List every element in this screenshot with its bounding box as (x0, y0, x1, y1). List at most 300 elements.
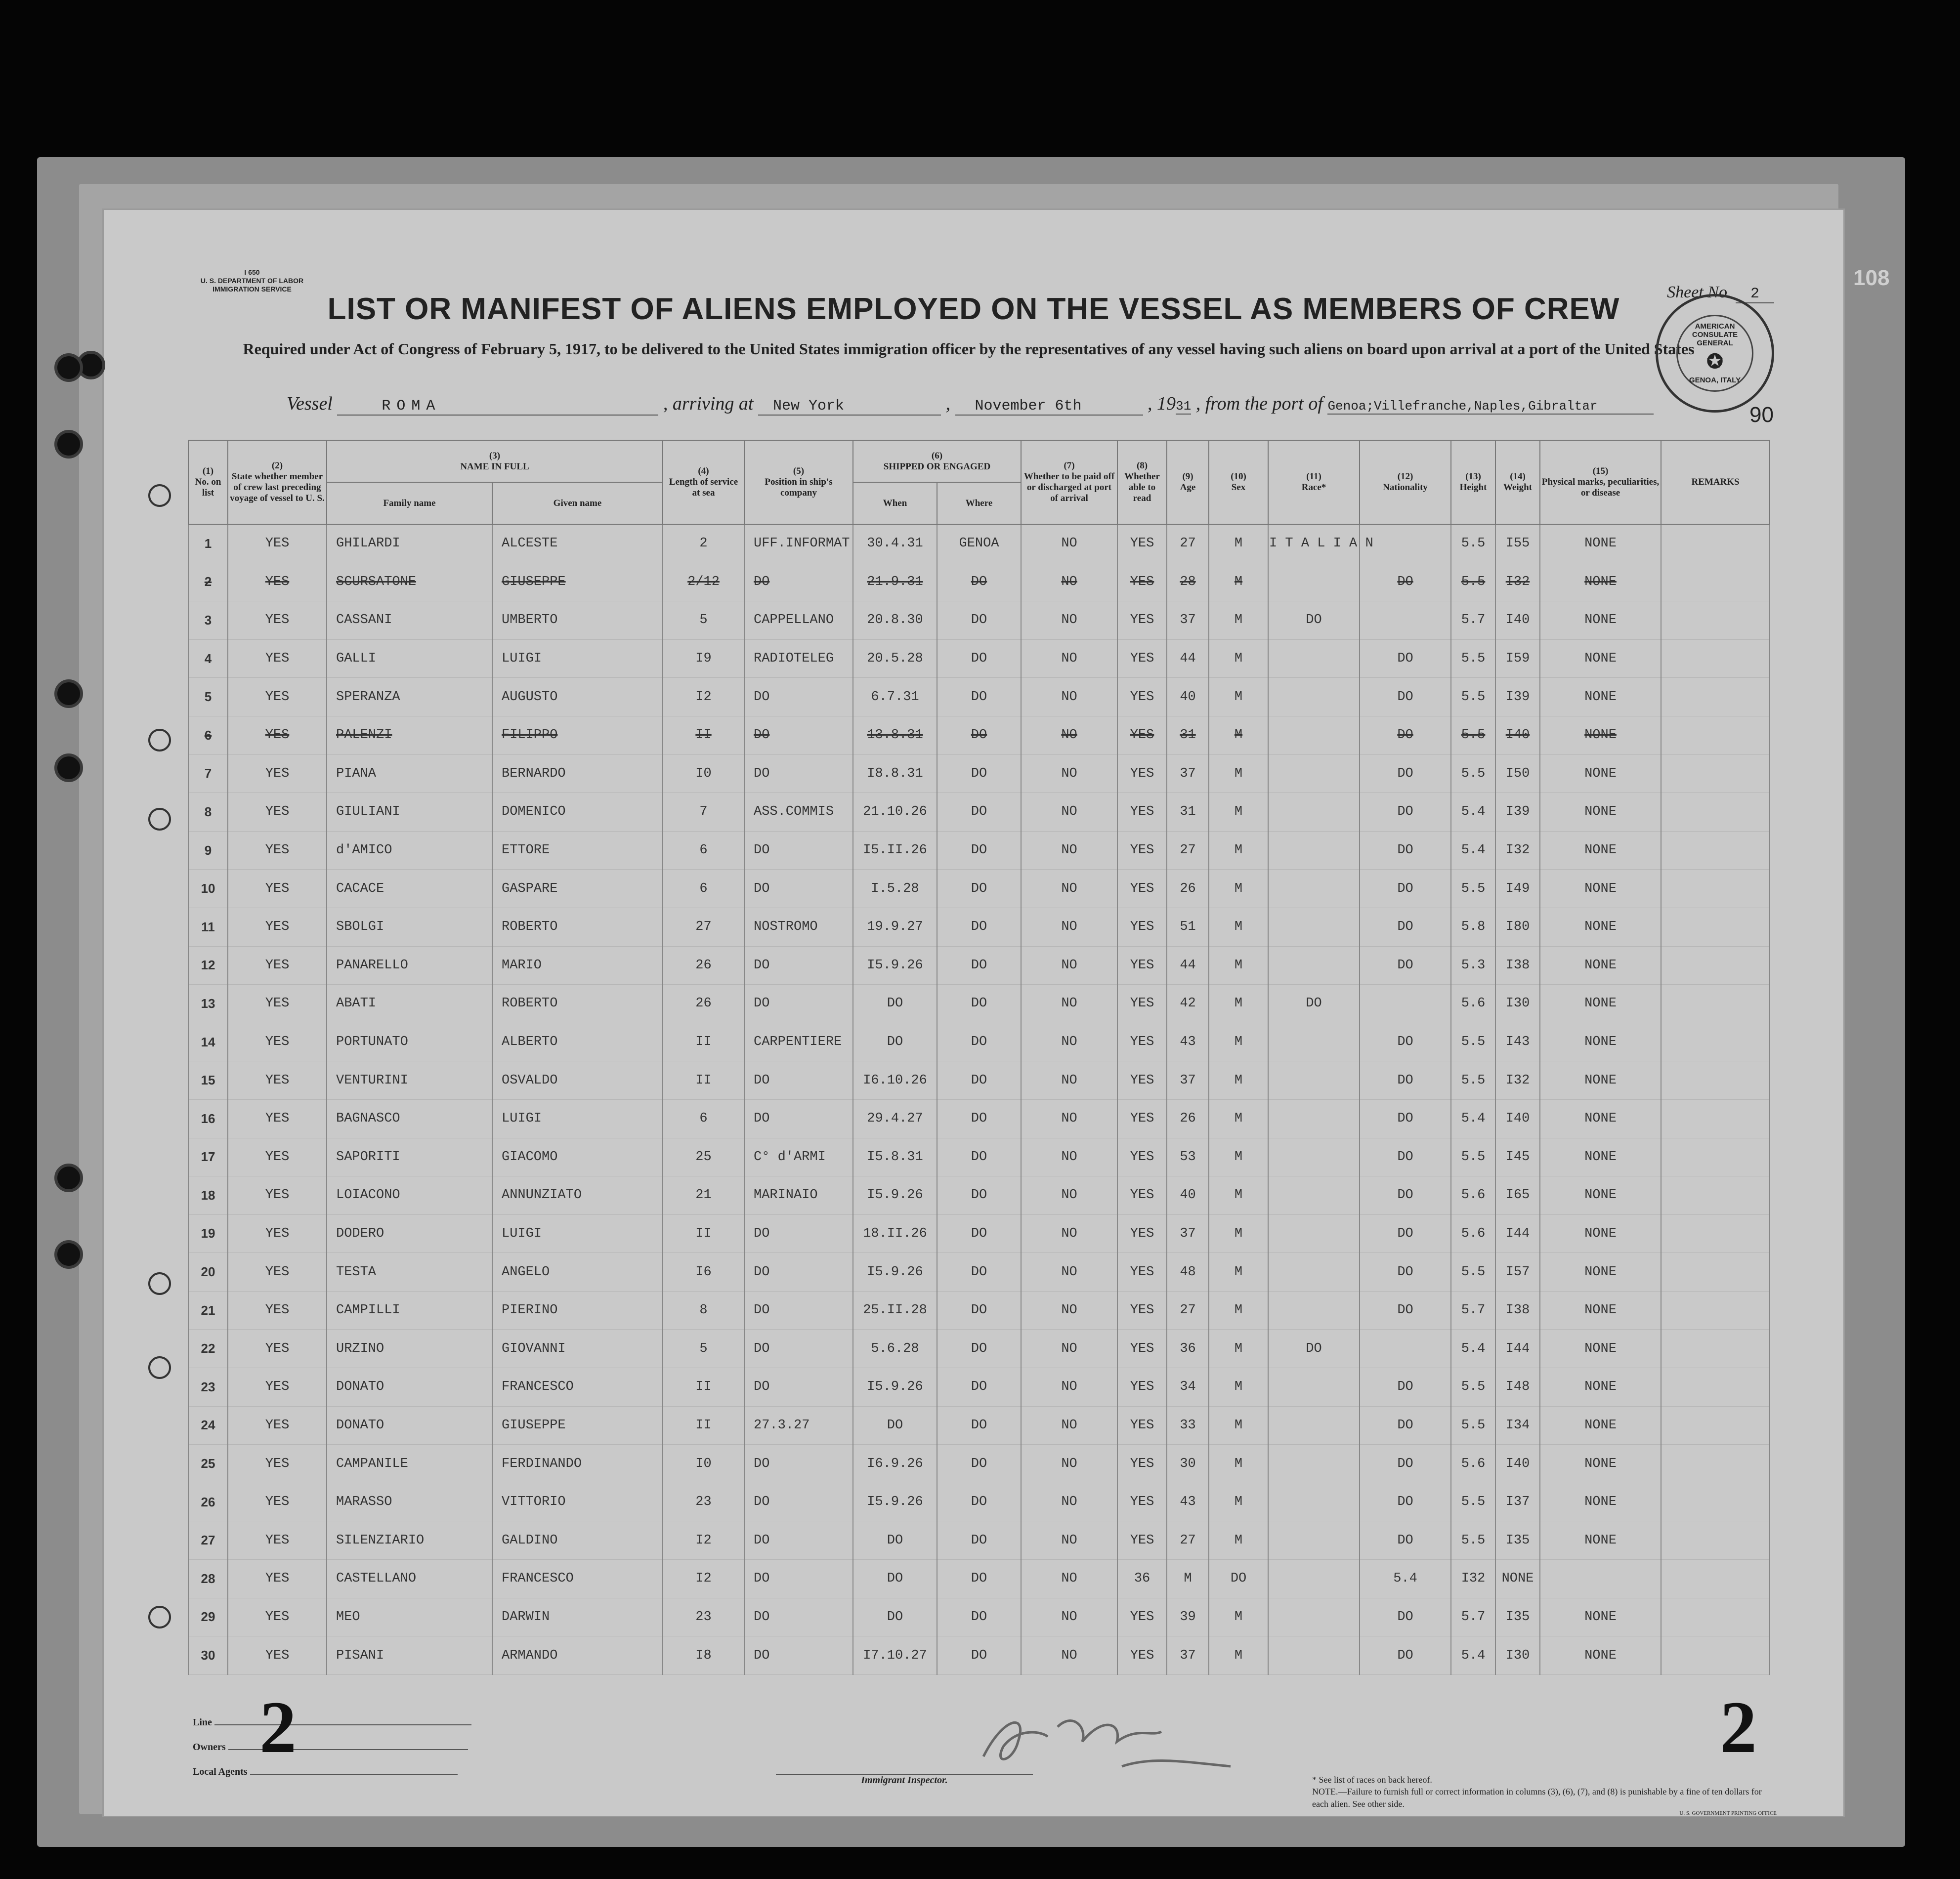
race-cell (1268, 563, 1360, 601)
shipped-where-cell: DO (937, 678, 1021, 716)
binder-hole (54, 679, 83, 708)
physical-marks-cell: NONE (1540, 1023, 1661, 1061)
remarks-cell (1661, 1598, 1770, 1636)
table-row (188, 1636, 1770, 1675)
position-cell: DO (744, 985, 853, 1023)
position-cell: DO (744, 678, 853, 716)
sex-cell: M (1209, 1176, 1268, 1215)
height-cell: 5.6 (1451, 1176, 1495, 1215)
family-name-cell: CASSANI (327, 601, 492, 640)
service-length-cell: II (663, 1368, 744, 1407)
height-cell: 5.5 (1451, 563, 1495, 601)
paid-off-cell: NO (1021, 639, 1117, 678)
binder-hole (54, 1164, 83, 1192)
family-name-cell: GHILARDI (327, 524, 492, 563)
col-weight-header: (14) Weight (1495, 440, 1540, 524)
sex-cell: M (1209, 678, 1268, 716)
row-number: 10 (188, 870, 228, 908)
age-cell: 37 (1167, 1214, 1209, 1253)
weight-cell: I32 (1495, 831, 1540, 870)
from-port-label: , from the port of (1195, 393, 1323, 414)
paid-off-cell: NO (1021, 1483, 1117, 1521)
service-length-cell: 23 (663, 1483, 744, 1521)
shipped-where-cell: DO (937, 1099, 1021, 1138)
position-cell: DO (744, 870, 853, 908)
family-name-cell: PIANA (327, 754, 492, 793)
table-row (188, 678, 1770, 716)
sex-cell: M (1209, 1061, 1268, 1100)
family-name-cell: SPERANZA (327, 678, 492, 716)
race-cell: DO (1268, 601, 1360, 640)
service-length-cell: I0 (663, 1445, 744, 1483)
weight-cell: I39 (1495, 793, 1540, 832)
department-name: U. S. DEPARTMENT OF LABOR (200, 276, 304, 285)
weight-cell: I44 (1495, 1330, 1540, 1368)
family-name-cell: CAMPILLI (327, 1291, 492, 1330)
sex-cell: M (1209, 1636, 1268, 1675)
shipped-when-cell: I5.II.26 (853, 831, 937, 870)
nationality-cell: DO (1360, 716, 1451, 754)
prev-voyage-cell: YES (228, 1253, 327, 1292)
prev-voyage-cell: YES (228, 1330, 327, 1368)
race-cell (1268, 754, 1360, 793)
paid-off-cell: NO (1021, 1023, 1117, 1061)
shipped-when-cell: I5.9.26 (853, 1368, 937, 1407)
shipped-where-cell: DO (937, 1214, 1021, 1253)
nationality-cell: DO (1360, 793, 1451, 832)
race-cell (1268, 1176, 1360, 1215)
row-number: 15 (188, 1061, 228, 1100)
weight-cell: I80 (1495, 908, 1540, 946)
nationality-cell (1360, 985, 1451, 1023)
age-cell: 37 (1167, 1061, 1209, 1100)
form-number: I 650 (244, 268, 260, 276)
row-number: 25 (188, 1445, 228, 1483)
service-length-cell: I8 (663, 1636, 744, 1675)
position-cell: DO (744, 1253, 853, 1292)
row-number: 29 (188, 1598, 228, 1636)
table-row (188, 524, 1770, 563)
able-to-read-cell: YES (1117, 1521, 1167, 1560)
weight-cell: I39 (1495, 678, 1540, 716)
shipped-where-cell: DO (937, 1368, 1021, 1407)
paid-off-cell: NO (1021, 678, 1117, 716)
row-number: 14 (188, 1023, 228, 1061)
shipped-where-cell: DO (937, 1521, 1021, 1560)
nationality-cell: DO (1360, 1368, 1451, 1407)
age-cell: 42 (1167, 985, 1209, 1023)
height-cell: 5.4 (1451, 831, 1495, 870)
position-cell: DO (744, 1483, 853, 1521)
family-name-cell: PISANI (327, 1636, 492, 1675)
shipped-when-cell: I.5.28 (853, 870, 937, 908)
paid-off-cell: NO (1021, 1598, 1117, 1636)
height-cell: 5.3 (1451, 946, 1495, 985)
position-cell: C° d'ARMI (744, 1138, 853, 1176)
service-length-cell: 21 (663, 1176, 744, 1215)
height-cell: 5.5 (1451, 1368, 1495, 1407)
page-title: LIST OR MANIFEST OF ALIENS EMPLOYED ON THE VESSEL AS MEMBERS OF CREW (327, 292, 1620, 326)
weight-cell: I44 (1495, 1214, 1540, 1253)
weight-cell: I40 (1495, 601, 1540, 640)
service-length-cell: 6 (663, 870, 744, 908)
physical-marks-cell: NONE (1540, 678, 1661, 716)
age-cell: 28 (1167, 563, 1209, 601)
punch-ring (148, 1272, 171, 1295)
nationality-cell: DO (1360, 1253, 1451, 1292)
nationality-cell (1360, 601, 1451, 640)
col-position-header: (5) Position in ship's company (744, 440, 853, 524)
prev-voyage-cell: YES (228, 1099, 327, 1138)
height-cell: 5.5 (1451, 1253, 1495, 1292)
service-length-cell: 5 (663, 601, 744, 640)
remarks-cell (1661, 1253, 1770, 1292)
race-cell: DO (1268, 1330, 1360, 1368)
printer-mark: U. S. GOVERNMENT PRINTING OFFICE (1679, 1810, 1777, 1816)
height-cell: 5.4 (1451, 1099, 1495, 1138)
remarks-cell (1661, 1445, 1770, 1483)
table-row (188, 1521, 1770, 1560)
col-height-header: (13) Height (1451, 440, 1495, 524)
height-cell: 5.7 (1451, 1598, 1495, 1636)
height-cell: 5.5 (1451, 1483, 1495, 1521)
row-number: 4 (188, 639, 228, 678)
able-to-read-cell: YES (1117, 1176, 1167, 1215)
given-name-cell: ROBERTO (492, 908, 663, 946)
service-length-cell: I2 (663, 1521, 744, 1560)
col-age-header: (9) Age (1167, 440, 1209, 524)
physical-marks-cell: NONE (1540, 985, 1661, 1023)
position-cell: DO (744, 563, 853, 601)
paid-off-cell: NO (1021, 754, 1117, 793)
height-cell: 5.5 (1451, 1061, 1495, 1100)
family-name-cell: LOIACONO (327, 1176, 492, 1215)
service-length-cell: I2 (663, 1560, 744, 1598)
given-name-cell: LUIGI (492, 1214, 663, 1253)
race-cell: DO (1268, 985, 1360, 1023)
remarks-cell (1661, 524, 1770, 563)
race-cell (1268, 678, 1360, 716)
able-to-read-cell: YES (1117, 1330, 1167, 1368)
age-cell: 37 (1167, 1636, 1209, 1675)
table-row (188, 601, 1770, 640)
row-number: 21 (188, 1291, 228, 1330)
race-cell (1268, 1368, 1360, 1407)
remarks-cell (1661, 1483, 1770, 1521)
race-cell (1268, 1253, 1360, 1292)
shipped-where-cell: DO (937, 1176, 1021, 1215)
binder-hole (54, 353, 83, 382)
weight-cell: I40 (1495, 1445, 1540, 1483)
shipped-where-cell: DO (937, 908, 1021, 946)
col-remarks-header: REMARKS (1661, 440, 1770, 524)
service-length-cell: 2 (663, 524, 744, 563)
family-name-cell: SILENZIARIO (327, 1521, 492, 1560)
weight-cell: I43 (1495, 1023, 1540, 1061)
table-row (188, 946, 1770, 985)
given-name-cell: PIERINO (492, 1291, 663, 1330)
table-row (188, 1560, 1770, 1598)
shipped-when-cell: 25.II.28 (853, 1291, 937, 1330)
row-number: 1 (188, 524, 228, 563)
table-row (188, 1061, 1770, 1100)
race-cell (1268, 1291, 1360, 1330)
shipped-where-cell: DO (937, 1483, 1021, 1521)
height-cell: 5.5 (1451, 1406, 1495, 1445)
remarks-cell (1661, 1023, 1770, 1061)
age-cell: 34 (1167, 1368, 1209, 1407)
row-number: 28 (188, 1560, 228, 1598)
remarks-cell (1661, 1099, 1770, 1138)
position-cell: DO (744, 754, 853, 793)
able-to-read-cell: YES (1117, 985, 1167, 1023)
departure-ports: Genoa;Villefranche,Naples,Gibraltar (1327, 399, 1654, 415)
remarks-cell (1661, 946, 1770, 985)
paid-off-cell: NO (1021, 908, 1117, 946)
shipped-where-cell: DO (937, 1406, 1021, 1445)
remarks-cell (1661, 1138, 1770, 1176)
service-length-cell: II (663, 1061, 744, 1100)
race-cell (1268, 1406, 1360, 1445)
shipped-where-cell: DO (937, 1291, 1021, 1330)
nationality-cell: DO (1360, 1138, 1451, 1176)
able-to-read-cell: YES (1117, 870, 1167, 908)
service-length-cell: 2/12 (663, 563, 744, 601)
arrival-date: November 6th (955, 398, 1143, 416)
given-name-cell: ALCESTE (492, 524, 663, 563)
footnote-fine: NOTE.—Failure to furnish full or correct information in columns (3), (6), (7), and (8) is punishable by a fine of ten dollars for each alien. See other side. (1312, 1787, 1762, 1809)
remarks-cell (1661, 1521, 1770, 1560)
consulate-seal (1656, 294, 1774, 413)
table-header (188, 440, 1770, 524)
physical-marks-cell: NONE (1540, 946, 1661, 985)
remarks-cell (1661, 716, 1770, 754)
position-cell: RADIOTELEG (744, 639, 853, 678)
able-to-read-cell: YES (1117, 946, 1167, 985)
nationality-cell: DO (1360, 1406, 1451, 1445)
age-cell: 33 (1167, 1406, 1209, 1445)
height-cell: 5.5 (1451, 639, 1495, 678)
sex-cell: M (1209, 1368, 1268, 1407)
seal-top-text: AMERICAN CONSULATE GENERAL (1692, 322, 1738, 347)
sex-cell: M (1209, 1291, 1268, 1330)
shipped-when-cell: DO (853, 1560, 937, 1598)
nationality-cell: DO (1360, 1176, 1451, 1215)
col-read-header: (8) Whether able to read (1117, 440, 1167, 524)
nationality-cell: DO (1360, 678, 1451, 716)
position-cell: DO (744, 1099, 853, 1138)
physical-marks-cell: NONE (1540, 870, 1661, 908)
physical-marks-cell: NONE (1540, 1368, 1661, 1407)
physical-marks-cell: NONE (1540, 563, 1661, 601)
physical-marks-cell: NONE (1540, 1445, 1661, 1483)
race-cell (1268, 1445, 1360, 1483)
shipped-where-cell: DO (937, 1445, 1021, 1483)
row-number: 30 (188, 1636, 228, 1675)
able-to-read-cell: 36 (1117, 1560, 1167, 1598)
shipped-when-cell: DO (853, 1023, 937, 1061)
able-to-read-cell: YES (1117, 639, 1167, 678)
remarks-cell (1661, 1368, 1770, 1407)
row-number: 26 (188, 1483, 228, 1521)
height-cell: 5.5 (1451, 678, 1495, 716)
position-cell: 27.3.27 (744, 1406, 853, 1445)
binder-hole (54, 430, 83, 459)
given-name-cell: ALBERTO (492, 1023, 663, 1061)
given-name-cell: LUIGI (492, 1099, 663, 1138)
footnote (1312, 1774, 1777, 1817)
table-row (188, 1023, 1770, 1061)
crew-rows (188, 524, 1770, 1674)
race-cell (1268, 1521, 1360, 1560)
table-row (188, 831, 1770, 870)
nationality-cell: DO (1360, 563, 1451, 601)
prev-voyage-cell: YES (228, 1176, 327, 1215)
sex-cell: M (1209, 793, 1268, 832)
shipped-when-cell: DO (853, 1598, 937, 1636)
nationality-cell: DO (1360, 754, 1451, 793)
prev-voyage-cell: YES (228, 1483, 327, 1521)
nationality-cell: DO (1360, 1023, 1451, 1061)
paid-off-cell: NO (1021, 601, 1117, 640)
prev-voyage-cell: YES (228, 985, 327, 1023)
shipped-where-cell: GENOA (937, 524, 1021, 563)
sex-cell: M (1209, 1330, 1268, 1368)
row-number: 12 (188, 946, 228, 985)
able-to-read-cell: YES (1117, 678, 1167, 716)
able-to-read-cell: YES (1117, 1368, 1167, 1407)
shipped-when-cell: 13.8.31 (853, 716, 937, 754)
able-to-read-cell: YES (1117, 1483, 1167, 1521)
weight-cell: I50 (1495, 754, 1540, 793)
paid-off-cell: NO (1021, 870, 1117, 908)
weight-cell: I30 (1495, 985, 1540, 1023)
shipped-when-cell: 30.4.31 (853, 524, 937, 563)
agents-field: Local Agents (193, 1766, 458, 1778)
physical-marks-cell: NONE (1540, 716, 1661, 754)
paid-off-cell: NO (1021, 946, 1117, 985)
nationality-cell (1360, 1330, 1451, 1368)
able-to-read-cell: YES (1117, 831, 1167, 870)
height-cell: 5.5 (1451, 1521, 1495, 1560)
col-prev-voyage-header: (2) State whether member of crew last preceding voyage of vessel to U. S. (228, 440, 327, 524)
race-cell (1268, 716, 1360, 754)
col-no-header: (1) No. on list (188, 440, 228, 524)
paid-off-cell: NO (1021, 1061, 1117, 1100)
family-name-cell: CASTELLANO (327, 1560, 492, 1598)
remarks-cell (1661, 1406, 1770, 1445)
given-name-cell: UMBERTO (492, 601, 663, 640)
race-cell (1268, 1138, 1360, 1176)
nationality-cell: DO (1360, 1636, 1451, 1675)
physical-marks-cell: NONE (1540, 1253, 1661, 1292)
family-name-cell: VENTURINI (327, 1061, 492, 1100)
race-cell (1268, 1598, 1360, 1636)
family-name-cell: CACACE (327, 870, 492, 908)
sex-cell: M (1209, 831, 1268, 870)
weight-cell: I35 (1495, 1598, 1540, 1636)
row-number: 11 (188, 908, 228, 946)
service-length-cell: II (663, 1214, 744, 1253)
family-name-cell: SBOLGI (327, 908, 492, 946)
given-name-cell: FILIPPO (492, 716, 663, 754)
shipped-when-cell: DO (853, 985, 937, 1023)
given-name-cell: DARWIN (492, 1598, 663, 1636)
height-cell: 5.6 (1451, 985, 1495, 1023)
sex-cell: M (1209, 1138, 1268, 1176)
sex-cell: DO (1209, 1560, 1268, 1598)
sex-cell: M (1209, 1445, 1268, 1483)
sex-cell: M (1209, 1099, 1268, 1138)
row-number: 19 (188, 1214, 228, 1253)
paid-off-cell: NO (1021, 524, 1117, 563)
weight-cell: NONE (1495, 1560, 1540, 1598)
physical-marks-cell: NONE (1540, 793, 1661, 832)
prev-voyage-cell: YES (228, 601, 327, 640)
remarks-cell (1661, 1176, 1770, 1215)
position-cell: CAPPELLANO (744, 601, 853, 640)
able-to-read-cell: YES (1117, 1445, 1167, 1483)
family-name-cell: MARASSO (327, 1483, 492, 1521)
inspector-signature (974, 1697, 1240, 1786)
age-cell: 27 (1167, 1291, 1209, 1330)
service-length-cell: 5 (663, 1330, 744, 1368)
family-name-cell: ABATI (327, 985, 492, 1023)
physical-marks-cell: NONE (1540, 1636, 1661, 1675)
row-number: 13 (188, 985, 228, 1023)
footnote-races: * See list of races on back hereof. (1312, 1775, 1432, 1785)
physical-marks-cell: NONE (1540, 1521, 1661, 1560)
service-length-cell: 23 (663, 1598, 744, 1636)
shipped-when-cell: 20.8.30 (853, 601, 937, 640)
nationality-cell: DO (1360, 870, 1451, 908)
prev-voyage-cell: YES (228, 946, 327, 985)
physical-marks-cell: NONE (1540, 1291, 1661, 1330)
remarks-cell (1661, 908, 1770, 946)
prev-voyage-cell: YES (228, 639, 327, 678)
col-service-header: (4) Length of service at sea (663, 440, 744, 524)
table-row (188, 1406, 1770, 1445)
service-name: IMMIGRATION SERVICE (213, 285, 292, 293)
nationality-cell: DO (1360, 1598, 1451, 1636)
family-name-cell: SCURSATONE (327, 563, 492, 601)
row-number: 3 (188, 601, 228, 640)
shipped-where-cell: DO (937, 1598, 1021, 1636)
age-cell: 51 (1167, 908, 1209, 946)
prev-voyage-cell: YES (228, 1406, 327, 1445)
year-prefix: 19 (1157, 393, 1176, 414)
able-to-read-cell: YES (1117, 1636, 1167, 1675)
physical-marks-cell: NONE (1540, 524, 1661, 563)
shipped-where-cell: DO (937, 1138, 1021, 1176)
table-row (188, 1330, 1770, 1368)
age-cell: 44 (1167, 639, 1209, 678)
nationality-cell: DO (1360, 831, 1451, 870)
table-row (188, 1368, 1770, 1407)
prev-voyage-cell: YES (228, 793, 327, 832)
table-row (188, 639, 1770, 678)
sex-cell: M (1209, 1406, 1268, 1445)
shipped-where-cell: DO (937, 831, 1021, 870)
crew-table (188, 440, 1770, 1675)
height-cell: 5.5 (1451, 754, 1495, 793)
sex-cell: M (1209, 601, 1268, 640)
position-cell: DO (744, 1445, 853, 1483)
row-number: 16 (188, 1099, 228, 1138)
shipped-when-cell: I5.9.26 (853, 1176, 937, 1215)
nationality-cell: DO (1360, 1445, 1451, 1483)
nationality-cell: DO (1360, 639, 1451, 678)
